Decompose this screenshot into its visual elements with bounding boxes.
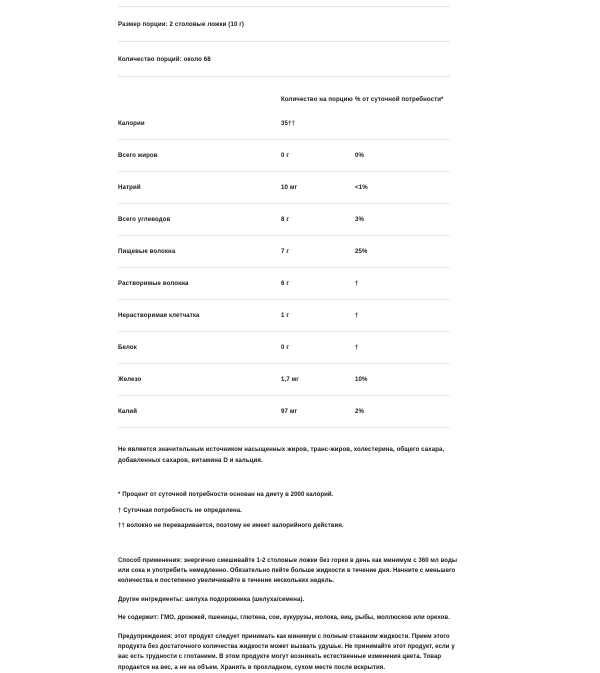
table-row xyxy=(118,140,450,172)
nutrient-name: Растворимые волокна xyxy=(118,268,281,300)
nutrient-daily-value: <1% xyxy=(355,172,450,204)
nutrient-amount: 35†† xyxy=(281,120,296,127)
nutrition-table xyxy=(118,77,450,427)
not-significant-source-note: Не является значительным источником насыщенных жиров, транс-жиров, холестерина, общего сахара, добавленных сахаров, витамина D и кальция. xyxy=(118,446,445,464)
servings-per-container-text: Количество порций: около 68 xyxy=(118,55,211,63)
column-header-amount-per-serving: Количество на порцию xyxy=(281,96,353,103)
nutrient-name: Всего жиров xyxy=(118,140,281,172)
serving-size-text: Размер порции: 2 столовые ложки (10 г) xyxy=(118,20,245,28)
nutrient-amount: 10 мг xyxy=(281,172,355,204)
table-row xyxy=(118,364,450,396)
nutrient-amount: 1 г xyxy=(281,300,355,332)
nutrient-daily-value: † xyxy=(355,332,450,364)
table-header-row xyxy=(118,77,450,108)
nutrient-name: Всего углеводов xyxy=(118,204,281,236)
directions-paragraph: Способ применения: энергично смешивайте 1-2 столовые ложки без горки в день как минимум с 360 мл воды или сока и употребить немедленно. Обязательно пейте больше жидкости в течение дня. Начните с меньшего количества и постепенно увеличивайте в течение нескольких недель. xyxy=(118,557,458,585)
column-header-nutrient xyxy=(118,77,281,108)
footnote-asterisk: * Процент от суточной потребности основан на диету в 2000 калорий. xyxy=(118,492,334,498)
table-row xyxy=(118,332,450,364)
nutrient-name: Пищевые волокна xyxy=(118,236,281,268)
table-row xyxy=(118,268,450,300)
nutrient-amount: 1,7 мг xyxy=(281,364,355,396)
nutrient-amount: 0 г xyxy=(281,140,355,172)
nutrient-name: Калории xyxy=(118,120,145,127)
nutrient-amount: 8 г xyxy=(281,204,355,236)
table-row xyxy=(118,300,450,332)
nutrient-name: Белок xyxy=(118,332,281,364)
nutrient-amount: 7 г xyxy=(281,236,355,268)
column-header-daily-value: % от суточной потребности* xyxy=(355,96,444,103)
other-ingredients-paragraph: Другие ингредиенты: шелуха подорожника (шелуха/семена). xyxy=(118,596,305,603)
nutrient-amount: 0 г xyxy=(281,332,355,364)
nutrient-amount: 6 г xyxy=(281,268,355,300)
nutrient-daily-value: 3% xyxy=(355,204,450,236)
table-row xyxy=(118,236,450,268)
nutrition-facts-panel xyxy=(0,6,600,671)
nutrient-name: Калий xyxy=(118,396,281,428)
nutrient-daily-value: 10% xyxy=(355,364,450,396)
table-row xyxy=(118,108,450,140)
table-row xyxy=(118,204,450,236)
nutrient-daily-value: 2% xyxy=(355,396,450,428)
footnote-dagger: † Суточная потребность не определена. xyxy=(118,507,242,514)
nutrition-table-body xyxy=(118,108,450,427)
table-row xyxy=(118,396,450,428)
nutrient-name: Железо xyxy=(118,364,281,396)
nutrient-daily-value: † xyxy=(355,300,450,332)
nutrient-name: Нерастворимая клетчатка xyxy=(118,300,281,332)
table-row xyxy=(118,172,450,204)
nutrient-daily-value: † xyxy=(355,268,450,300)
servings-per-container-row xyxy=(118,42,450,76)
nutrient-amount: 97 мг xyxy=(281,396,355,428)
serving-size-row xyxy=(118,7,450,41)
nutrient-daily-value xyxy=(355,108,450,140)
warnings-paragraph: Предупреждения: этот продукт следует принимать как минимум с полным стаканом жидкости. Прием этого продукта без достаточного количества жидкости может вызвать удушье. Не принимайте этот продукт, если у вас есть трудности с глотанием. В этом продукте могут возникать естественные изменения цвета. Товар продается на вес, а не на объем. Хранить в прохладном, сухом месте после вскрытия. xyxy=(118,633,455,671)
footnote-double-dagger: †† волокно не переваривается, поэтому не имеет калорийного действия. xyxy=(118,523,344,530)
nutrient-daily-value: 0% xyxy=(355,140,450,172)
nutrient-name: Натрий xyxy=(118,172,281,204)
free-of-paragraph: Не содержит: ГМО, дрожжей, пшеницы, глютена, сои, кукурузы, молока, яиц, рыбы, моллюсков или орехов. xyxy=(118,615,450,622)
nutrient-daily-value: 25% xyxy=(355,236,450,268)
